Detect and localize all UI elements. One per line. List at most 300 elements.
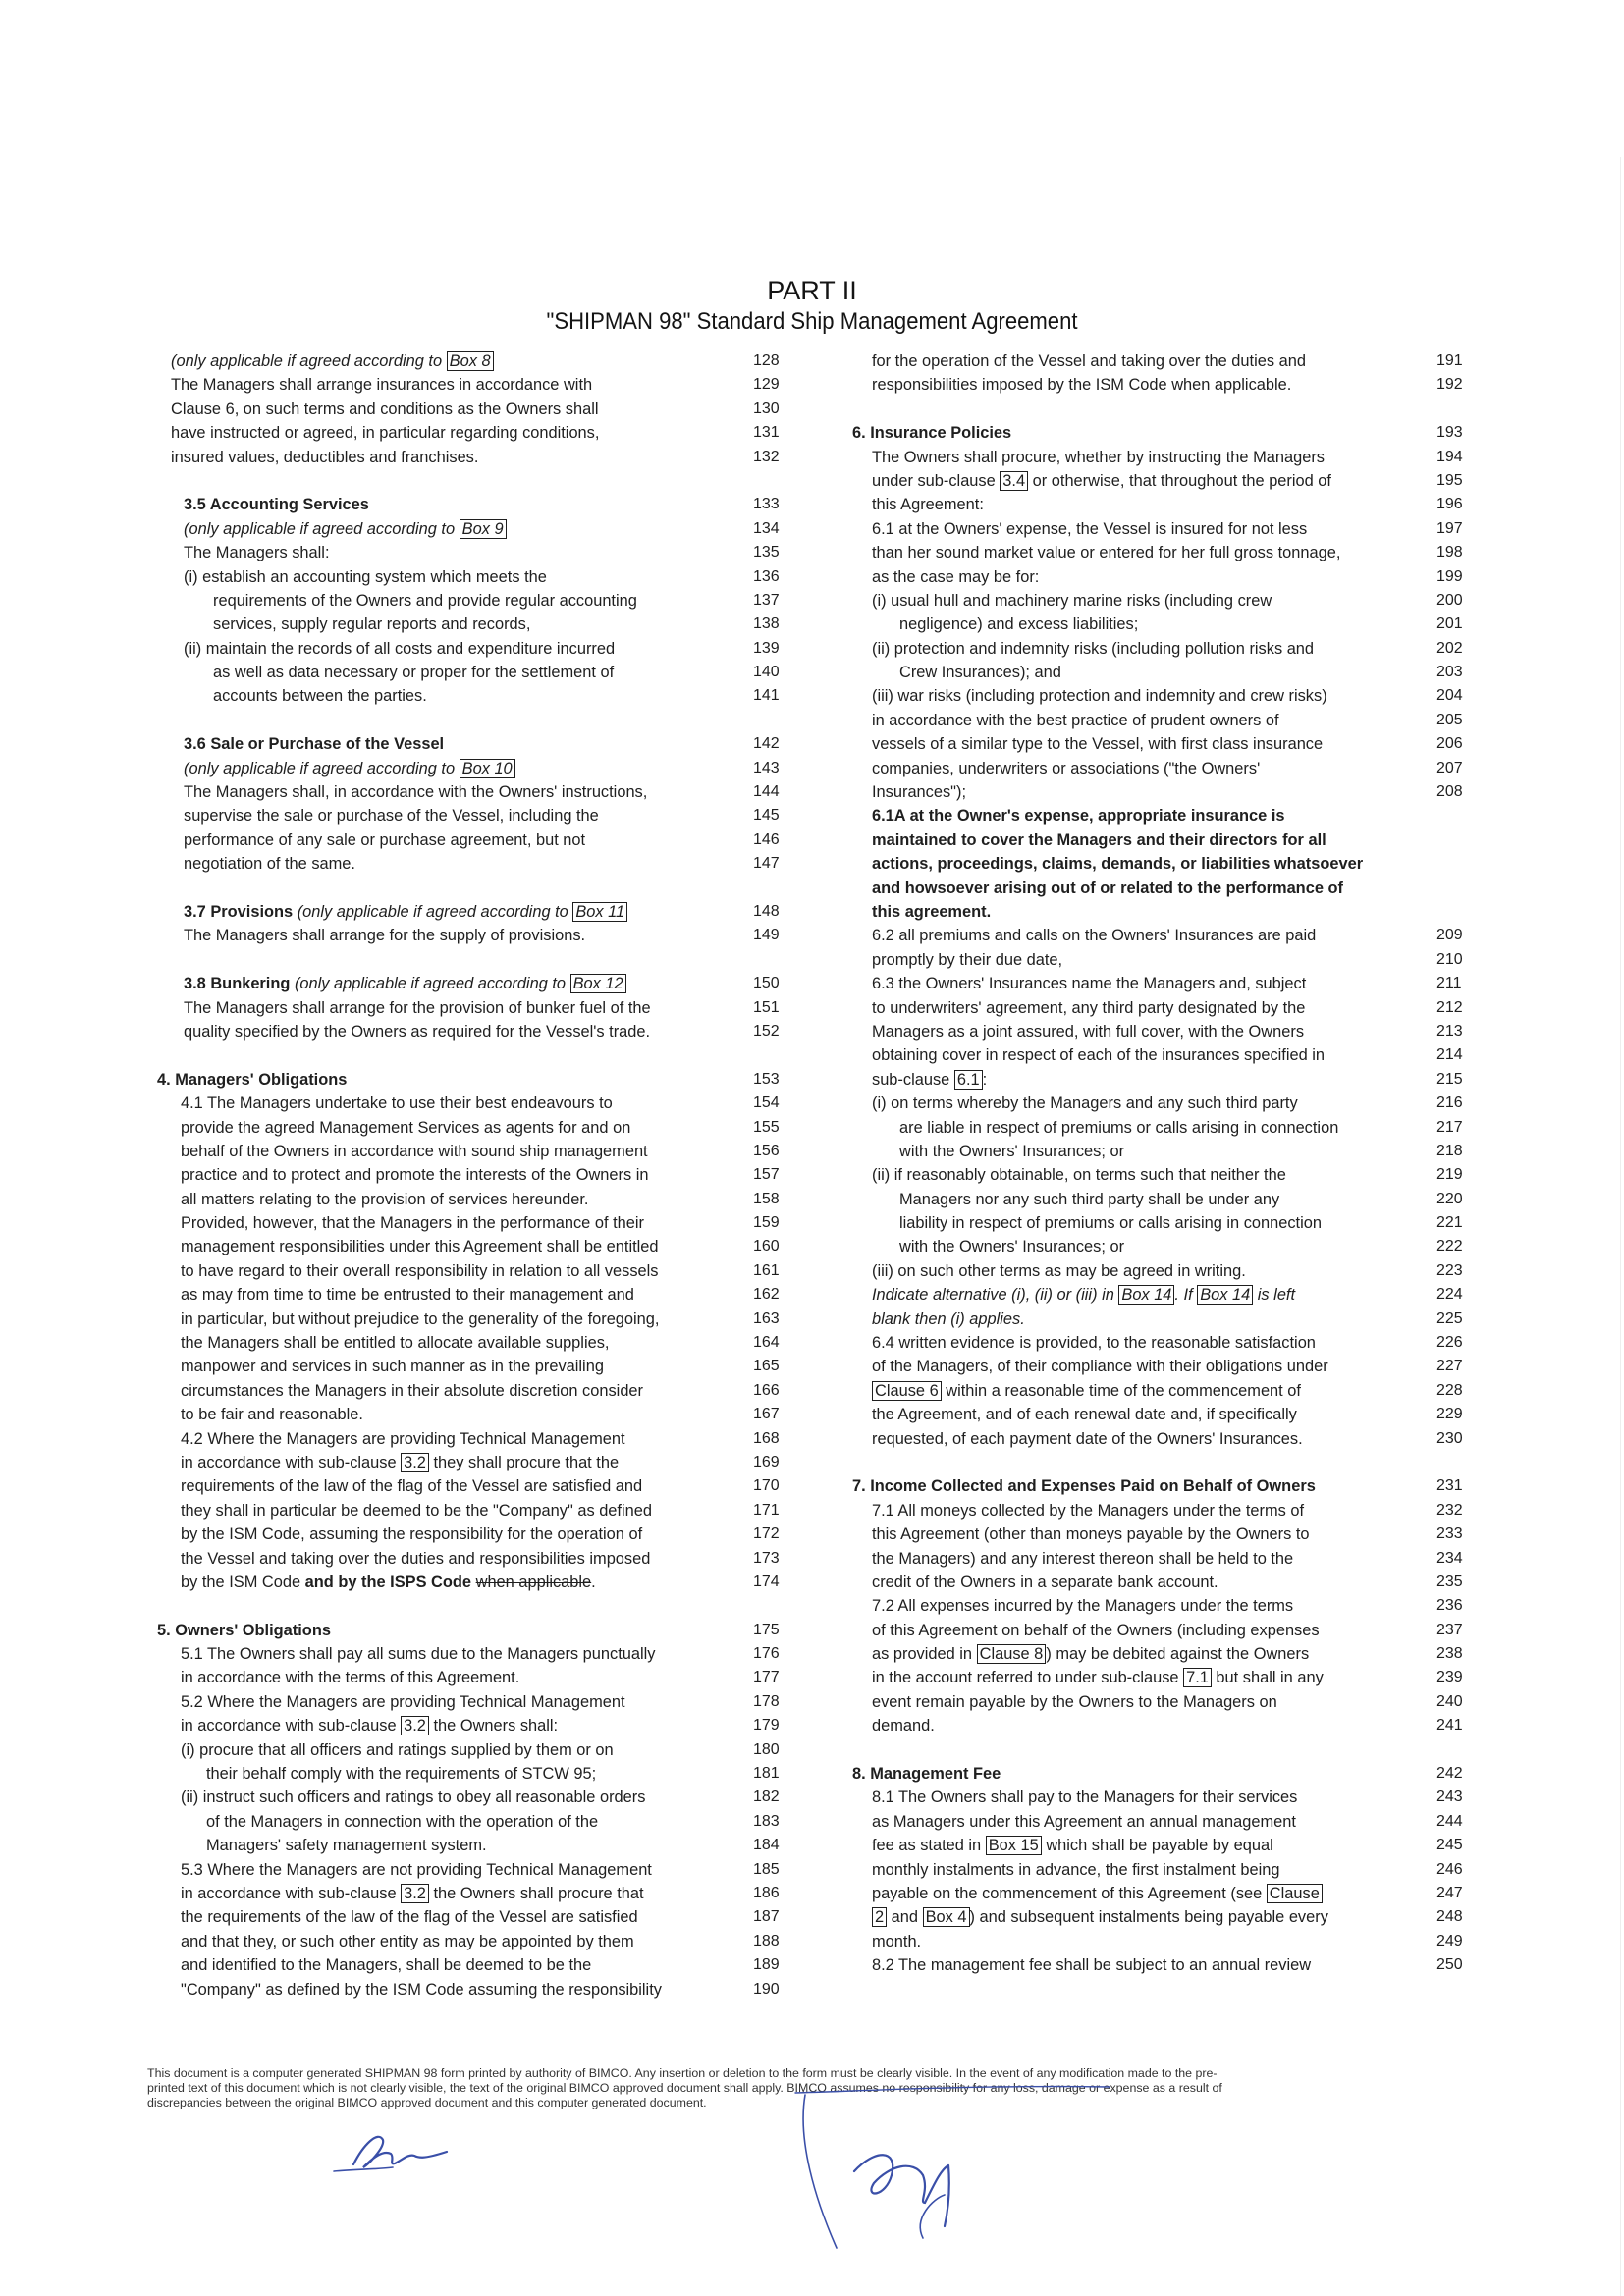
line-text [872, 1858, 1279, 1882]
line-number: 242 [1436, 1765, 1463, 1783]
text-segment: month. [872, 1932, 922, 1950]
line-text [206, 1834, 487, 1857]
box-reference: Clause [1267, 1884, 1323, 1903]
text-line [157, 446, 795, 469]
text-segment: with the Owners' Insurances; or [899, 1142, 1125, 1160]
line-number: 198 [1436, 544, 1463, 561]
text-line [852, 1235, 1469, 1258]
line-text [872, 828, 1326, 852]
line-number: 167 [753, 1406, 780, 1423]
text-line [157, 493, 795, 516]
text-line [852, 1619, 1469, 1642]
text-segment: liability in respect of premiums or calls arising in connection [899, 1214, 1322, 1233]
text-segment: quality specified by the Owners as required for the Vessel's trade. [184, 1022, 651, 1041]
text-line [157, 1427, 795, 1451]
text-segment: as Managers under this Agreement an annual management [872, 1812, 1296, 1831]
text-segment: Indicate alternative (i), (ii) or (iii) in [872, 1286, 1119, 1305]
line-number: 170 [753, 1477, 780, 1495]
text-segment: (i) on terms whereby the Managers and any such third party [872, 1095, 1298, 1113]
line-number: 135 [753, 544, 780, 561]
line-number: 199 [1436, 567, 1463, 585]
line-number: 154 [753, 1095, 780, 1112]
text-line [852, 1810, 1469, 1834]
line-text [872, 446, 1325, 469]
line-text [899, 661, 1061, 684]
line-text [872, 1163, 1286, 1187]
paragraph-gap [852, 1451, 1469, 1474]
line-text [181, 1211, 644, 1235]
text-segment: Insurances"); [872, 783, 967, 802]
text-line [852, 1834, 1469, 1857]
line-text [213, 589, 637, 613]
text-segment: or otherwise, that throughout the period of [1028, 471, 1331, 490]
line-text [872, 1499, 1304, 1522]
section-heading: 3.8 Bunkering [184, 975, 295, 993]
line-number: 213 [1436, 1022, 1463, 1040]
text-segment: which shall be payable by equal [1041, 1837, 1273, 1855]
line-text [181, 1547, 650, 1571]
text-segment: The Managers shall arrange insurances in accordance with [171, 376, 593, 395]
text-line [852, 709, 1469, 732]
text-line [852, 1355, 1469, 1378]
text-line [157, 541, 795, 564]
text-line [852, 1379, 1469, 1403]
line-text [181, 1188, 588, 1211]
text-segment: actions, proceedings, claims, demands, or liabilities whatsoever [872, 855, 1364, 874]
section-heading: 8. Management Fee [852, 1765, 1001, 1784]
text-segment: (ii) maintain the records of all costs and expenditure incurred [184, 639, 616, 658]
text-line [157, 996, 795, 1020]
line-number: 211 [1436, 975, 1462, 992]
text-line [157, 589, 795, 613]
text-line [157, 732, 795, 756]
text-segment: Crew Insurances); and [899, 664, 1061, 682]
line-text [184, 852, 355, 876]
line-number: 186 [753, 1885, 780, 1901]
text-segment: this Agreement (other than moneys payable by the Owners to [872, 1525, 1310, 1544]
box-reference: 7.1 [1183, 1668, 1212, 1687]
text-line [157, 684, 795, 708]
text-segment: (only applicable if agreed according to [184, 759, 460, 777]
line-number: 195 [1436, 471, 1463, 489]
line-number: 140 [753, 664, 780, 681]
text-segment: (only applicable if agreed according to [184, 519, 460, 538]
line-text [872, 541, 1340, 564]
text-segment: (ii) instruct such officers and ratings to obey all reasonable orders [181, 1789, 646, 1807]
line-text [181, 1522, 642, 1546]
line-number: 164 [753, 1334, 780, 1352]
line-number: 169 [753, 1453, 780, 1470]
line-number: 181 [753, 1765, 780, 1783]
text-line [852, 1283, 1469, 1307]
text-line [852, 1116, 1469, 1140]
section-heading: 6. Insurance Policies [852, 424, 1012, 443]
box-reference: 2 [872, 1907, 887, 1927]
text-segment: "Company" as defined by the ISM Code assuming the responsibility [181, 1980, 662, 1999]
text-segment: the Owners shall procure that [428, 1885, 644, 1902]
text-line [157, 421, 795, 445]
text-line [157, 1738, 795, 1762]
box-reference: 3.2 [401, 1884, 429, 1903]
line-number: 133 [753, 496, 780, 513]
box-reference: Box 12 [570, 974, 626, 993]
text-segment: as provided in [872, 1645, 977, 1664]
line-text [872, 852, 1363, 876]
line-number: 148 [753, 902, 780, 920]
line-text [181, 1858, 652, 1882]
text-segment: the Agreement, and of each renewal date and, if specifically [872, 1406, 1297, 1424]
text-line [852, 852, 1469, 876]
line-text [872, 948, 1062, 972]
text-line [852, 1905, 1469, 1929]
text-segment: 5.2 Where the Managers are providing Technical Management [181, 1692, 625, 1711]
text-line [157, 1953, 795, 1977]
text-segment: Managers nor any such third party shall be under any [899, 1190, 1280, 1208]
text-line [157, 1547, 795, 1571]
line-number: 202 [1436, 639, 1463, 657]
line-text [181, 1235, 659, 1258]
signature-left [324, 2110, 461, 2189]
section-heading: 4. Managers' Obligations [157, 1070, 348, 1089]
line-text [181, 1092, 613, 1115]
text-segment: 5.3 Where the Managers are not providing Technical Management [181, 1860, 652, 1879]
text-segment: ) and subsequent instalments being payable every [969, 1908, 1328, 1927]
text-line [157, 398, 795, 421]
line-number: 208 [1436, 783, 1463, 801]
line-number: 249 [1436, 1932, 1463, 1949]
line-text [157, 1619, 331, 1642]
line-number: 130 [753, 400, 780, 417]
text-segment: supervise the sale or purchase of the Vessel, including the [184, 807, 599, 826]
text-segment: requested, of each payment date of the Owners' Insurances. [872, 1429, 1303, 1448]
text-line [852, 757, 1469, 780]
line-text [872, 1834, 1273, 1857]
line-number: 177 [753, 1669, 780, 1686]
text-segment: (iii) on such other terms as may be agreed in writing. [872, 1261, 1246, 1280]
box-reference: 6.1 [954, 1070, 983, 1090]
text-line [852, 1188, 1469, 1211]
text-segment: the requirements of the law of the flag of the Vessel are satisfied [181, 1908, 638, 1927]
line-text [181, 1642, 655, 1666]
line-number: 159 [753, 1214, 780, 1232]
section-heading: 3.7 Provisions [184, 902, 298, 921]
line-number: 157 [753, 1166, 780, 1184]
line-number: 156 [753, 1142, 780, 1159]
line-text [181, 1116, 630, 1140]
text-segment: Managers' safety management system. [206, 1837, 487, 1855]
line-text [184, 828, 585, 852]
line-text [171, 421, 599, 445]
line-text [872, 996, 1305, 1020]
line-text [872, 1882, 1323, 1905]
line-text [872, 877, 1343, 900]
line-text [872, 1619, 1320, 1642]
line-number: 137 [753, 591, 780, 609]
left-column [157, 349, 795, 2002]
line-text [206, 1810, 598, 1834]
line-number: 161 [753, 1261, 780, 1279]
line-text [184, 517, 507, 541]
text-segment: 6.2 all premiums and calls on the Owners' Insurances are paid [872, 927, 1317, 945]
line-text [181, 1690, 625, 1714]
line-number: 232 [1436, 1501, 1463, 1519]
line-text [872, 1427, 1303, 1451]
text-line [852, 469, 1469, 493]
text-line [157, 1379, 795, 1403]
text-segment: as the case may be for: [872, 567, 1040, 586]
line-text [852, 1762, 1001, 1786]
part-label: PART II [767, 276, 857, 305]
line-number: 158 [753, 1190, 780, 1207]
disclaimer-line: printed text of this document which is not clearly visible, the text of the original BIMCO approved document shall apply. BIMCO assumes no responsibility for any loss, damage or expense as a result of [147, 2081, 1222, 2095]
text-line [852, 1786, 1469, 1809]
text-line [157, 1810, 795, 1834]
line-number: 206 [1436, 735, 1463, 753]
box-reference: Clause 8 [977, 1644, 1047, 1664]
text-segment: provide the agreed Management Services as agents for and on [181, 1118, 631, 1137]
box-reference: 3.2 [401, 1716, 429, 1735]
text-line [852, 972, 1469, 995]
line-text [872, 1953, 1311, 1977]
line-number: 132 [753, 448, 780, 465]
line-number: 185 [753, 1860, 780, 1878]
text-segment: The Owners shall procure, whether by instructing the Managers [872, 448, 1325, 466]
section-heading: 3.6 Sale or Purchase of the Vessel [184, 735, 445, 754]
line-text [181, 1451, 619, 1474]
text-segment: in accordance with sub-clause [181, 1717, 402, 1735]
text-segment: and by the ISPS Code [304, 1573, 472, 1591]
line-number: 244 [1436, 1812, 1463, 1830]
line-text [872, 1043, 1325, 1067]
text-line [852, 1499, 1469, 1522]
line-text [181, 1905, 638, 1929]
text-segment: (iii) war risks (including protection and indemnity and crew risks) [872, 687, 1327, 706]
text-line [852, 1068, 1469, 1092]
text-segment: 4.1 The Managers undertake to use their best endeavours to [181, 1095, 613, 1113]
line-text [899, 1211, 1322, 1235]
text-line [157, 1283, 795, 1307]
text-line [852, 1259, 1469, 1283]
line-number: 152 [753, 1022, 780, 1040]
text-segment: obtaining cover in respect of each of the insurances specified in [872, 1046, 1326, 1065]
line-number: 149 [753, 927, 780, 944]
text-line [852, 877, 1469, 900]
signature-right [776, 2081, 1129, 2268]
text-segment: in accordance with the terms of this Agreement. [181, 1669, 520, 1687]
text-line [852, 349, 1469, 373]
text-line [852, 421, 1469, 445]
line-text [181, 1140, 648, 1163]
line-text [872, 1308, 1025, 1331]
line-text [872, 684, 1327, 708]
text-segment: ) may be debited against the Owners [1046, 1645, 1310, 1664]
line-number: 218 [1436, 1142, 1463, 1159]
paragraph-gap [157, 948, 795, 972]
text-line [157, 1882, 795, 1905]
text-line [157, 1163, 795, 1187]
text-segment: 6.3 the Owners' Insurances name the Managers and, subject [872, 975, 1307, 993]
text-segment: services, supply regular reports and records, [213, 615, 531, 634]
box-reference: 3.4 [1000, 471, 1028, 491]
text-line [852, 517, 1469, 541]
line-text [184, 900, 627, 924]
disclaimer-line: This document is a computer generated SHIPMAN 98 form printed by authority of BIMCO. Any insertion or deletion to the form must be clearly visible. In the event of any modification made to the pre- [147, 2066, 1218, 2080]
line-text [872, 565, 1039, 589]
text-line [852, 1714, 1469, 1737]
line-number: 160 [753, 1238, 780, 1255]
line-text [872, 1786, 1297, 1809]
line-number: 196 [1436, 496, 1463, 513]
line-text [184, 996, 651, 1020]
text-segment: 4.2 Where the Managers are providing Technical Management [181, 1429, 625, 1448]
text-line [852, 1571, 1469, 1594]
line-number: 221 [1436, 1214, 1463, 1232]
text-segment: as well as data necessary or proper for the settlement of [213, 664, 615, 682]
line-number: 183 [753, 1812, 780, 1830]
text-line [852, 1427, 1469, 1451]
text-line [157, 1858, 795, 1882]
box-reference: Box 14 [1197, 1285, 1253, 1305]
text-segment: Managers as a joint assured, with full cover, with the Owners [872, 1022, 1305, 1041]
text-line [157, 1522, 795, 1546]
line-text [872, 349, 1306, 373]
line-number: 128 [753, 352, 780, 369]
line-text [184, 541, 330, 564]
text-segment: requirements of the Owners and provide regular accounting [213, 591, 637, 610]
text-segment: The Managers shall arrange for the provision of bunker fuel of the [184, 998, 651, 1017]
text-segment: than her sound market value or entered for her full gross tonnage, [872, 544, 1341, 562]
line-number: 162 [753, 1286, 780, 1304]
line-number: 153 [753, 1070, 780, 1088]
text-segment: the Vessel and taking over the duties and responsibilities imposed [181, 1549, 651, 1568]
text-line [157, 1786, 795, 1809]
text-segment: (only applicable if agreed according to [171, 352, 447, 370]
line-text [872, 757, 1260, 780]
line-text [181, 1308, 659, 1331]
line-number: 163 [753, 1309, 780, 1327]
text-segment: promptly by their due date, [872, 950, 1063, 969]
line-text [872, 924, 1316, 947]
text-segment: to underwriters' agreement, any third party designated by the [872, 998, 1306, 1017]
text-line [157, 1619, 795, 1642]
line-number: 173 [753, 1549, 780, 1567]
right-column [852, 349, 1469, 1978]
line-text [181, 1666, 519, 1689]
line-number: 220 [1436, 1190, 1463, 1207]
text-line [157, 1690, 795, 1714]
text-segment: demand. [872, 1717, 935, 1735]
document-header [0, 275, 1624, 338]
text-line [157, 1930, 795, 1953]
text-line [157, 1978, 795, 2002]
text-line [852, 1308, 1469, 1331]
text-segment: this Agreement: [872, 496, 984, 514]
line-text [872, 517, 1307, 541]
line-text [872, 780, 966, 804]
document-title: "SHIPMAN 98" Standard Ship Management Agreement [546, 308, 1078, 335]
line-number: 176 [753, 1645, 780, 1663]
line-number: 143 [753, 759, 780, 776]
text-line [157, 1834, 795, 1857]
text-segment: fee as stated in [872, 1837, 986, 1855]
text-segment: is left [1253, 1286, 1296, 1305]
line-number: 129 [753, 376, 780, 394]
text-line [157, 757, 795, 780]
text-line [157, 1259, 795, 1283]
line-text [872, 1905, 1328, 1929]
line-text [181, 1499, 652, 1522]
line-text [184, 493, 369, 516]
line-number: 175 [753, 1621, 780, 1638]
line-number: 178 [753, 1692, 780, 1710]
line-text [852, 421, 1011, 445]
text-line [157, 517, 795, 541]
text-segment: but shall in any [1211, 1669, 1324, 1687]
text-line [157, 1762, 795, 1786]
text-line [852, 1163, 1469, 1187]
disclaimer-line: discrepancies between the original BIMCO approved document and this computer generated document. [147, 2096, 707, 2109]
paragraph-gap [157, 877, 795, 900]
text-line [157, 1235, 795, 1258]
line-text [157, 1068, 347, 1092]
text-segment: they shall procure that the [428, 1453, 620, 1471]
line-number: 246 [1436, 1860, 1463, 1878]
text-segment: and that they, or such other entity as may be appointed by them [181, 1932, 634, 1950]
text-line [852, 948, 1469, 972]
text-line [852, 1140, 1469, 1163]
line-text [184, 732, 444, 756]
line-text [184, 565, 547, 589]
line-text [181, 1714, 558, 1737]
line-number: 214 [1436, 1046, 1463, 1064]
text-segment: (only applicable if agreed according to [294, 975, 570, 993]
text-line [852, 1642, 1469, 1666]
line-text [184, 924, 585, 947]
text-line [157, 1499, 795, 1522]
text-line [852, 373, 1469, 397]
line-text [181, 1786, 645, 1809]
line-text [872, 1092, 1298, 1115]
line-text [181, 1738, 614, 1762]
line-number: 136 [753, 567, 780, 585]
text-line [157, 1140, 795, 1163]
text-line [157, 1331, 795, 1355]
line-number: 205 [1436, 711, 1463, 728]
line-text [872, 1594, 1293, 1618]
line-text [899, 613, 1138, 636]
line-text [872, 1355, 1328, 1378]
line-text [181, 1355, 604, 1378]
text-segment: behalf of the Owners in accordance with sound ship management [181, 1142, 648, 1160]
line-number: 194 [1436, 448, 1463, 465]
text-segment: in accordance with sub-clause [181, 1453, 402, 1471]
line-text [872, 1379, 1301, 1403]
text-segment: and howsoever arising out of or related to the performance of [872, 879, 1343, 897]
text-segment: circumstances the Managers in their absolute discretion consider [181, 1381, 644, 1400]
line-number: 235 [1436, 1573, 1463, 1590]
text-line [157, 1642, 795, 1666]
line-text [872, 637, 1314, 661]
text-segment: monthly instalments in advance, the first instalment being [872, 1860, 1280, 1879]
text-line [852, 804, 1469, 828]
line-text [872, 1522, 1310, 1546]
line-text [872, 709, 1279, 732]
line-text [213, 684, 427, 708]
section-heading: 3.5 Accounting Services [184, 496, 369, 514]
text-segment: requirements of the law of the flag of the Vessel are satisfied and [181, 1477, 643, 1496]
line-text [171, 349, 494, 373]
text-segment: management responsibilities under this Agreement shall be entitled [181, 1238, 659, 1256]
